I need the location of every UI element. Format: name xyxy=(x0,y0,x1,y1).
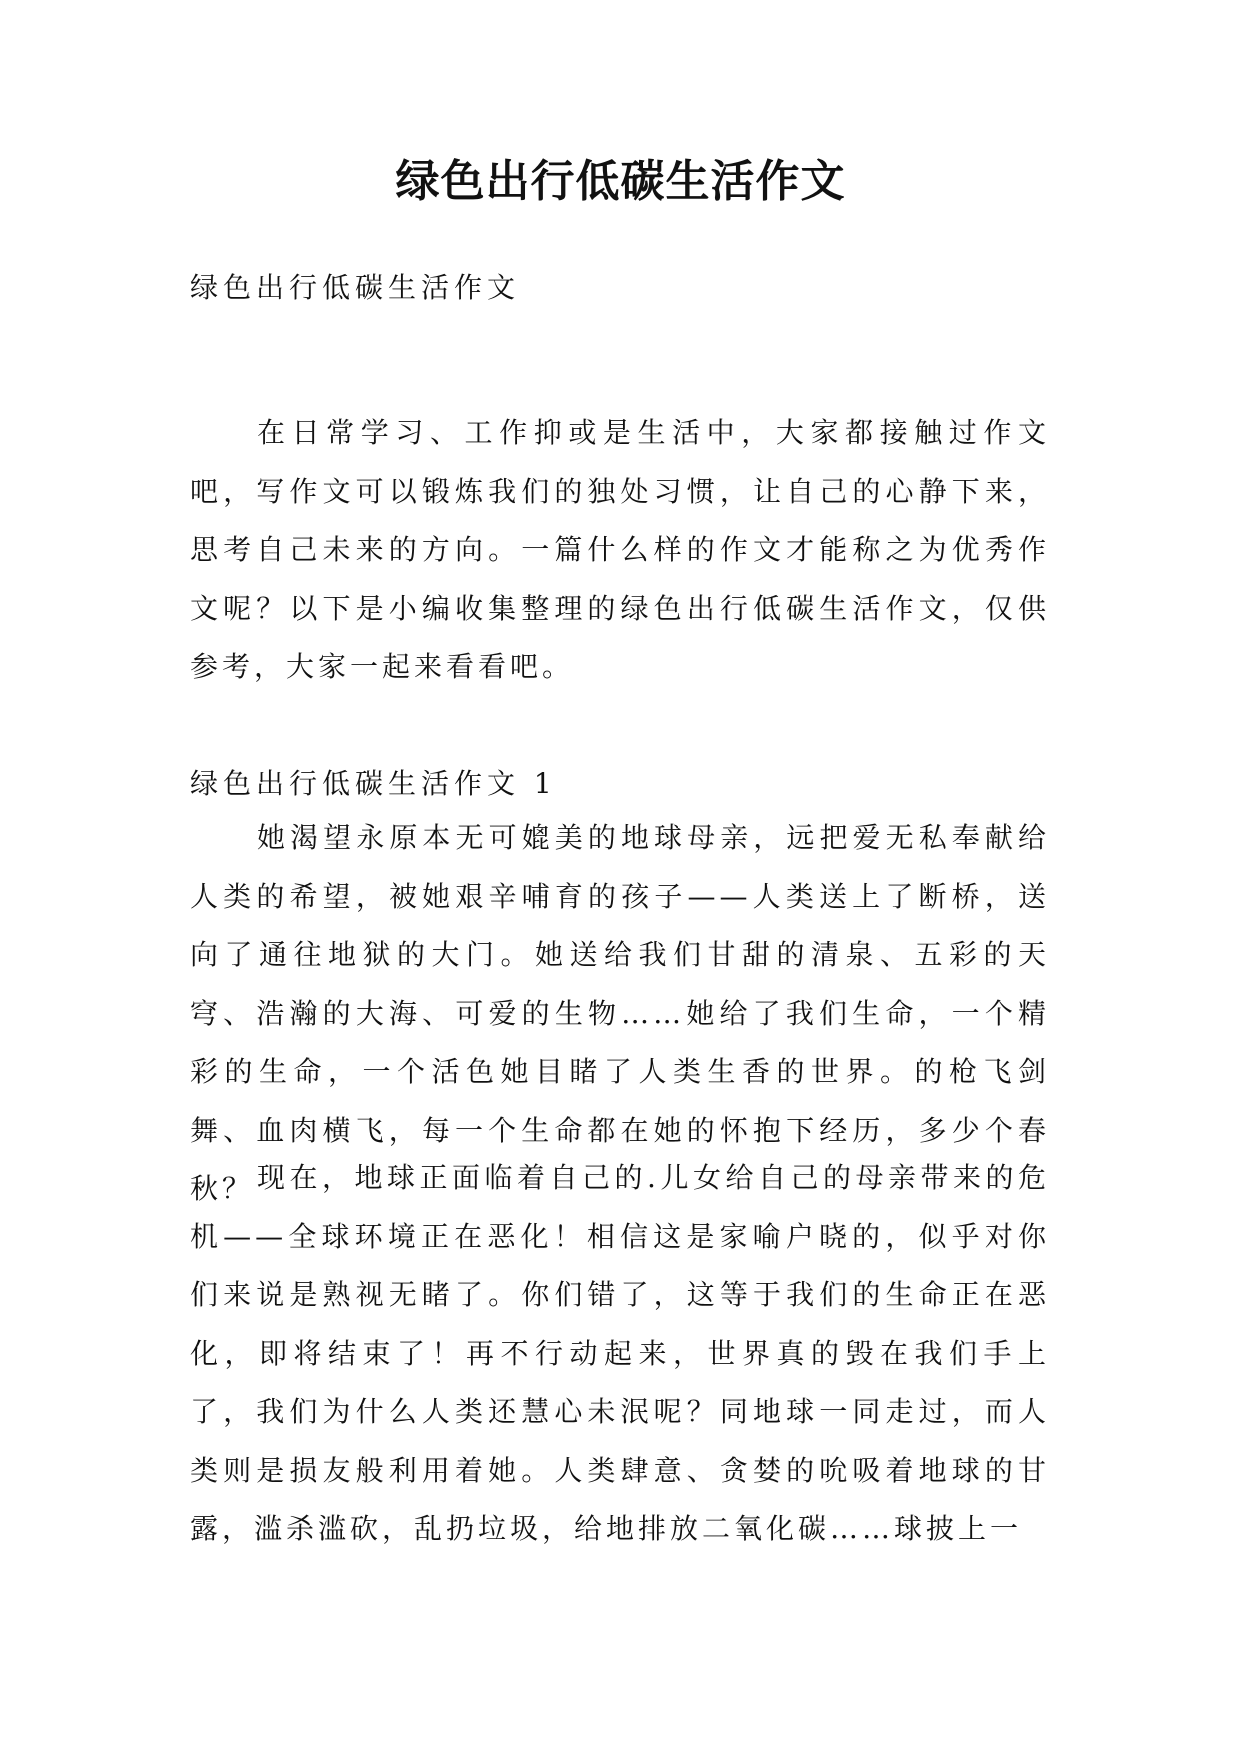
section-heading: 绿色出行低碳生活作文 1 xyxy=(190,767,557,800)
document-subtitle: 绿色出行低碳生活作文 xyxy=(190,271,521,304)
document-title: 绿色出行低碳生活作文 xyxy=(395,156,846,207)
body-paragraph-2: 现在，地球正面临着自己的.儿女给自己的母亲带来的危机——全球环境正在恶化！相信这是家喻户晓的，似乎对你们来说是熟视无睹了。你们错了，这等于我们的生命正在恶化，即将结束了！再不行动起来，世界真的毁在我们手上了，我们为什么人类还慧心未泯呢？同地球一同走过，而人类则是损友般利用着她。人类肆意、贪婪的吮吸着地球的甘露，滥杀滥砍，乱扔垃圾，给地排放二氧化碳……球披上一 xyxy=(190,1161,1050,1545)
body-paragraph-1: 她渴望永原本无可媲美的地球母亲，远把爱无私奉献给人类的希望，被她艰辛哺育的孩子——人类送上了断桥，送向了通往地狱的大门。她送给我们甘甜的清泉、五彩的天穹、浩瀚的大海、可爱的生物……她给了我们生命，一个精彩的生命，一个活色她目睹了人类生香的世界。的枪飞剑舞、血肉横飞，每一个生命都在她的怀抱下经历，多少个春秋？ xyxy=(190,821,1050,1205)
intro-paragraph: 在日常学习、工作抑或是生活中，大家都接触过作文吧，写作文可以锻炼我们的独处习惯，让自己的心静下来，思考自己未来的方向。一篇什么样的作文才能称之为优秀作文呢？以下是小编收集整理的绿色出行低碳生活作文，仅供参考，大家一起来看看吧。 xyxy=(190,416,1050,683)
